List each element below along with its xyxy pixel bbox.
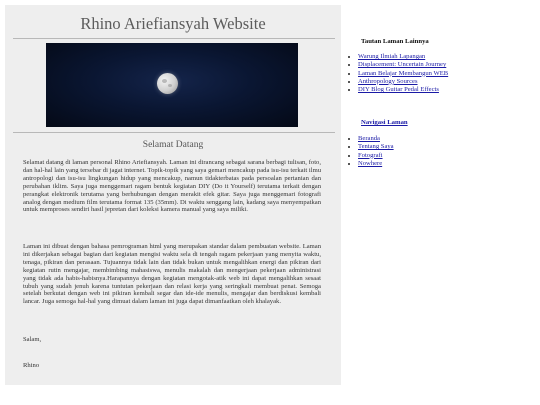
moon-crater: [162, 79, 167, 83]
about-site-paragraph: Laman ini dibuat dengan bahasa pemrograman html yang merupakan standar dalam pembuatan website. Laman ini dikerjakan sebagai bagian dari kegiatan mengisi waktu sela di tengah ragam pekerjaan yang menyita waktu, tenaga, pikiran dan perasaan. Tujuannya tidak lain dan tidak bukan untuk mengalihkan energi dan pikiran dari kegiatan rutin mengajar, membimbing mahasiswa, menulis makalah dan mengerjaan pekerjaan administrasi yang tidak ada habis-habisnya.Harapannya dengan kegiatan mengotak-atik web ini dapat mengalihkan sesaat tubuh yang sudah jenuh karena tuntutan pekerjaan dan relasi kerja yang seringkali membuat penat. Semoga setelah berkutat dengan web ini pikiran kembali segar dan ide-ide menulis, mengajar dan berdiskusi kembali lancar. Juga semoga hal-hal yang dimuat dalam laman ini juga dapat dimanfaatkan oleh khalayak.: [23, 243, 321, 306]
list-item: [358, 53, 448, 61]
link-diy-blog-guitar-pedal-effects[interactable]: DIY Blog Guitar Pedal Effects: [358, 86, 439, 94]
nav-link-nowhere[interactable]: Nowhere: [358, 159, 383, 167]
moon-icon: [157, 73, 178, 94]
list-item: [358, 78, 448, 86]
intro-paragraph: Selamat datang di laman personal Rhino Ariefiansyah. Laman ini dirancang sebagai sarana berbagi tulisan, foto, dan hal-hal lain yang tersebar di jagat internet. Topik-topik yang saya gemari mencakup pada isu-isu terkait ilmu antropologi dan isu-isu lingkungan hidup yang mencakup, namun tidakterbatas pada persoalan pertanian dan perubahan iklim. Saya juga menggemari ragam bentuk kegiatan DIY (Do it Yourself) terutama terkait dengan perangkat elektronik terutama yang berhubungan dengan merakit efek gitar. Saya juga menggemari fotografi analog dengan medium film terutama format 135 (35mm). Di waktu senggang lain, kadang saya menyempatkan untuk memproses sendiri hasil jepretan dari koleksi kamera manual yang saya miliki.: [23, 159, 321, 214]
site-navigation-list: [348, 135, 394, 168]
link-laman-belajar-membangun-web[interactable]: Laman Belajar Membangun WEB: [358, 69, 449, 77]
divider-middle: [13, 132, 335, 133]
link-displacement-uncertain-journey[interactable]: Displacement: Uncertain Journey: [358, 61, 447, 69]
hero-image: [46, 43, 298, 127]
closing-greeting: Salam,: [23, 336, 42, 343]
other-links-list: [348, 53, 448, 94]
moon-crater: [168, 84, 172, 87]
list-item: [358, 86, 448, 94]
nav-link-tentang-saya[interactable]: Tentang Saya: [358, 143, 394, 151]
list-item: [358, 135, 394, 143]
site-title: Rhino Ariefiansyah Website: [80, 14, 266, 33]
other-links-heading: Tautan Laman Lainnya: [361, 38, 429, 45]
list-item: [358, 143, 394, 151]
link-anthropology-sources[interactable]: Anthropology Sources: [358, 77, 418, 85]
main-content-panel: [5, 5, 341, 385]
link-warung-ilmiah-lapangan[interactable]: Warung Ilmiah Lapangan: [358, 53, 426, 60]
list-item: [358, 70, 448, 78]
list-item: [358, 160, 394, 168]
welcome-heading: Selamat Datang: [142, 140, 204, 150]
list-item: [358, 61, 448, 69]
signature: Rhino: [23, 362, 40, 369]
list-item: [358, 152, 394, 160]
site-navigation-heading[interactable]: Navigasi Laman: [361, 119, 408, 126]
nav-link-beranda[interactable]: Beranda: [358, 135, 380, 142]
divider-top: [13, 38, 335, 39]
nav-link-fotografi[interactable]: Fotografi: [358, 151, 383, 159]
